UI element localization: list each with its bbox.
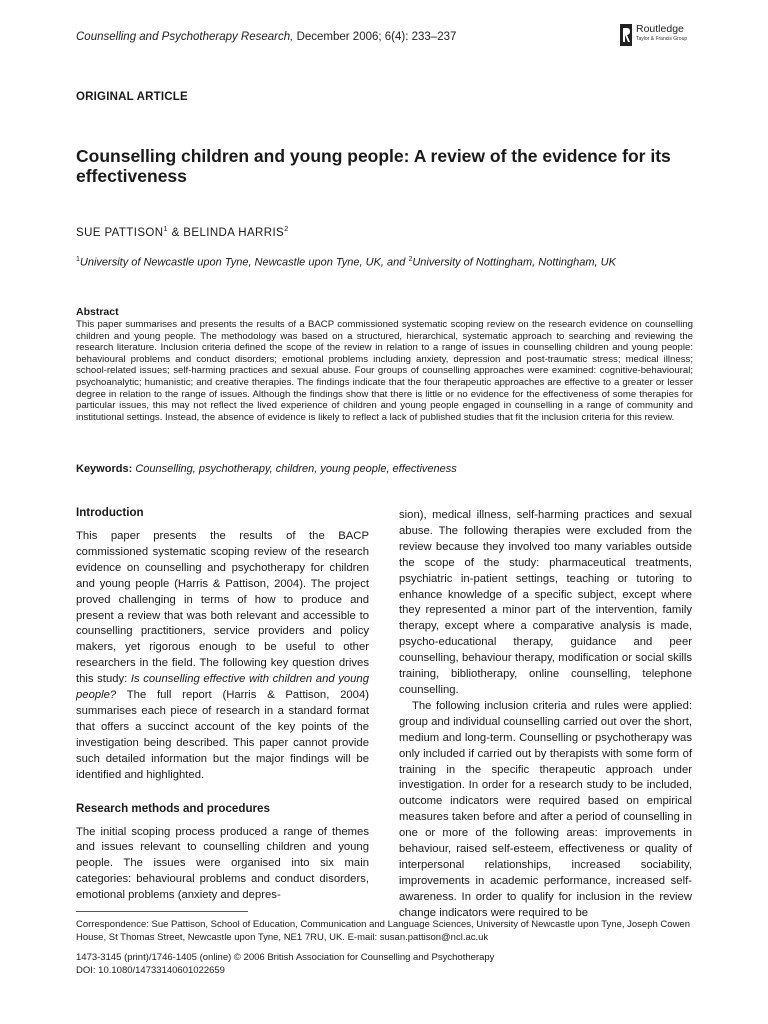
body-column-right bbox=[399, 508, 692, 922]
publisher-group: Taylor & Francis Group bbox=[636, 35, 688, 42]
author-list bbox=[76, 224, 289, 239]
affiliations bbox=[76, 256, 616, 269]
keywords-value: Counselling, psychotherapy, children, young people, effectiveness bbox=[135, 463, 457, 475]
body-column-left bbox=[76, 505, 369, 904]
section-heading-methods: Research methods and procedures bbox=[76, 801, 270, 815]
body-paragraph: The initial scoping process produced a range of themes and issues relevant to counselling children and young people. The issues were organised into six main categories: behavioural problems and conduct disorders, emotional problems (anxiety and depres- bbox=[76, 825, 369, 902]
doi: DOI: 10.1080/14733140601022659 bbox=[76, 964, 225, 976]
publisher-logo bbox=[620, 24, 720, 48]
affiliation-superscript: 1 bbox=[76, 256, 80, 263]
author-name: BELINDA HARRIS bbox=[183, 226, 285, 239]
publication-info bbox=[76, 952, 494, 977]
article-title: Counselling children and young people: A review of the evidence for its effectiveness bbox=[76, 146, 671, 186]
correspondence-note: Correspondence: Sue Pattison, School of Education, Communication and Language Sciences, University of Newcastle upon Tyne, Joseph Cowen House, St Thomas Street, Newcastle upon Tyne, NE1 7RU, UK. E-mail: susan.pattison@ncl.ac.uk bbox=[76, 919, 690, 943]
body-text: This paper presents the results of the BACP commissioned systematic scoping review of the research evidence on counselling and psychotherapy for children and young people (Harris & Pattison, 2004). The project proved challenging in terms of how to produce and present a review that was both relevant and accessible to counselling practitioners, service providers and policy makers, yet rigorous enough to be useful to other researchers in the field. The following key question drives this study: bbox=[76, 530, 369, 686]
author-superscript: 1 bbox=[163, 224, 169, 233]
body-text: The full report (Harris & Pattison, 2004) summarises each piece of research in a standard format that offers a succinct account of the key points of the investigation being described. This paper cannot provide such detailed information but the major findings will be identified and highlighted. bbox=[76, 689, 369, 781]
affiliation-text: University of Newcastle upon Tyne, Newcastle upon Tyne, UK, and bbox=[79, 256, 409, 269]
affiliation-superscript: 2 bbox=[408, 256, 413, 263]
journal-issue: December 2006; 6(4): 233–237 bbox=[296, 31, 457, 43]
author-name: SUE PATTISON bbox=[76, 226, 164, 239]
body-paragraph: sion), medical illness, self-harming practices and sexual abuse. The following therapies were excluded from the review because they involved too many variables outside the scope of the study: pharmaceutical treatments, psychiatric in-patient settings, teaching or tutoring to enhance knowledge of a specific subject, except where they represented a minor part of the intervention, family therapy, except where a comparative analysis is made, psycho-educational therapy, guidance and peer counselling, behaviour therapy, modification or social skills training, bibliotherapy, online counselling, telephone counselling. bbox=[399, 509, 692, 696]
key-question: Is counselling effective with children and young people? bbox=[76, 673, 369, 702]
abstract-heading: Abstract bbox=[76, 306, 119, 318]
publisher-name: Routledge bbox=[636, 23, 684, 35]
article-type: ORIGINAL ARTICLE bbox=[76, 91, 188, 103]
body-paragraph: The following inclusion criteria and rules were applied: group and individual counselling carried out over the short, medium and long-term. Counselling or psychotherapy was only included if carried out by therapists with some form of training in the specific therapeutic approach under investigation. In order for a research study to be included, outcome indicators were required based on empirical measures taken before and after a period of counselling in one or more of the following areas: improvements in behaviour, raised self-esteem, effectiveness or quality of interpersonal relationships, increased sociability, improvements in academic performance, increased self-awareness. In order to qualify for inclusion in the review change indicators were required to be bbox=[399, 699, 692, 919]
body-paragraph bbox=[76, 529, 369, 784]
keywords-label: Keywords: bbox=[76, 463, 133, 475]
section-heading-introduction: Introduction bbox=[76, 506, 144, 519]
footnote-divider bbox=[76, 911, 248, 912]
journal-citation bbox=[76, 31, 456, 43]
journal-name: Counselling and Psychotherapy Research, bbox=[76, 31, 294, 43]
affiliation-text: University of Nottingham, Nottingham, UK bbox=[412, 256, 616, 269]
issn-copyright: 1473-3145 (print)/1746-1405 (online) © 2006 British Association for Counselling and Psychotherapy bbox=[76, 952, 495, 963]
abstract-text: This paper summarises and presents the results of a BACP commissioned systematic scoping review on the research evidence on counselling children and young people. The methodology was based on a structured, hierarchical, systematic approach to searching and reviewing the research literature. Inclusion criteria defined the scope of the review in relation to a range of issues in counselling children and young people: behavioural problems and conduct disorders; emotional problems including anxiety, depression and post-traumatic stress; medical illness; school-related issues; self-harming practices and sexual abuse. Four groups of counselling approaches were examined: cognitive-behavioural; psychoanalytic; humanistic; and creative therapies. The findings indicate that the four therapeutic approaches are effective to a greater or lesser degree in relation to the range of issues. Although the findings show that there is little or no evidence for the effectiveness of some therapies for particular issues, this may not reflect the lived experience of children and young people engaged in counselling in a range of community and institutional settings. Instead, the absence of evidence is likely to reflect a lack of published studies that fit the inclusion criteria for this review. bbox=[76, 319, 693, 423]
author-superscript: 2 bbox=[284, 224, 289, 233]
author-separator: & bbox=[168, 226, 184, 239]
keywords bbox=[76, 463, 457, 475]
routledge-logo-icon bbox=[620, 24, 632, 46]
